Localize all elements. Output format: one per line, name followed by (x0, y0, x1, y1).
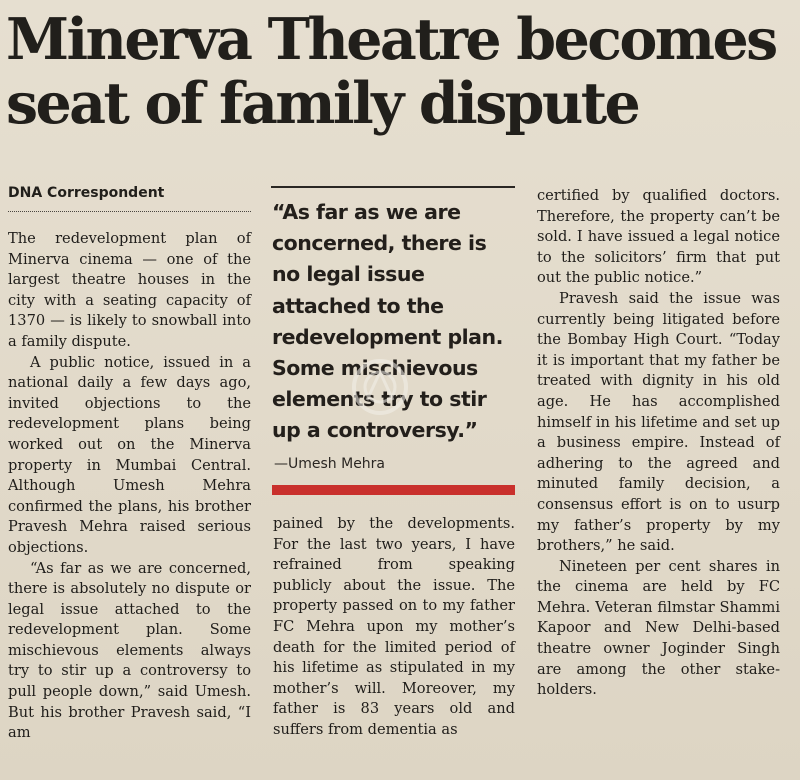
headline-line-2: seat of family dispute (6, 70, 639, 137)
pull-quote-line: elements try to stir (272, 387, 487, 412)
byline: DNA Correspondent (8, 185, 165, 201)
byline-divider (8, 211, 251, 212)
pull-quote-top-rule (271, 186, 515, 188)
pull-quote-line: up a controversy.” (272, 418, 478, 443)
paragraph: certified by qualified doctors. Therefore, the property can’t be sold. I have issued a legal notice to the solicitors’ firm that put out the public notice.” (537, 187, 780, 287)
paragraph: A public notice, issued in a national daily a few days ago, invited objections to the redevelopment plans being worked out on the Minerva property in Mumbai Central. Although Umesh Mehra confirmed the plans, his brother Pravesh Mehra raised serious objections. (8, 353, 251, 556)
paragraph: Nineteen per cent shares in the cinema are held by FC Mehra. Veteran filmstar Shammi Kapoor and New Delhi-based theatre owner Joginder Singh are among the other stake-holders. (537, 557, 780, 699)
accent-red-bar (272, 485, 515, 495)
article-column-2 (273, 514, 515, 741)
paragraph: pained by the developments. For the last two years, I have refrained from speaking publicly about the issue. The property passed on to my father FC Mehra upon my mother’s death for the limited period of his lifetime as stipulated in my mother’s will. Moreover, my father is 83 years old and suffers from dementia as (273, 515, 515, 738)
headline-line-1: Minerva Theatre becomes (6, 6, 776, 73)
circular-logo-watermark-icon (345, 352, 415, 422)
paragraph: Pravesh said the issue was currently being litigated before the Bombay High Court. “Today it is important that my father be treated with dignity in his old age. He has accomplished himself in his lifetime and set up a business empire. Instead of adhering to the agreed and minuted family decision, a consensus effort is on to usurp my father’s property by my brothers,” he said. (537, 289, 780, 555)
pull-quote-line: “As far as we are (272, 200, 461, 224)
pull-quote-line: concerned, there is (272, 231, 487, 256)
headline (6, 8, 796, 136)
article-column-1 (8, 229, 251, 744)
pull-quote-line: no legal issue (272, 262, 425, 287)
article-column-3 (537, 186, 780, 701)
pull-quote-line: redevelopment plan. (272, 324, 503, 349)
paragraph: The redevelopment plan of Minerva cinema — one of the largest theatre houses in the city with a seating capacity of 1370 — is likely to snowball into a family dispute. (8, 230, 251, 350)
pull-quote-attribution: —Umesh Mehra (274, 456, 386, 472)
paragraph: “As far as we are concerned, there is absolutely no dispute or legal issue attached to the redevelopment plan. Some mischievous elements always try to stir up a controversy to pull people down,” said Umesh. But his brother Pravesh said, “I am (8, 559, 251, 742)
pull-quote-line: Some mischievous (272, 356, 478, 381)
pull-quote-line: attached to the (272, 293, 444, 318)
